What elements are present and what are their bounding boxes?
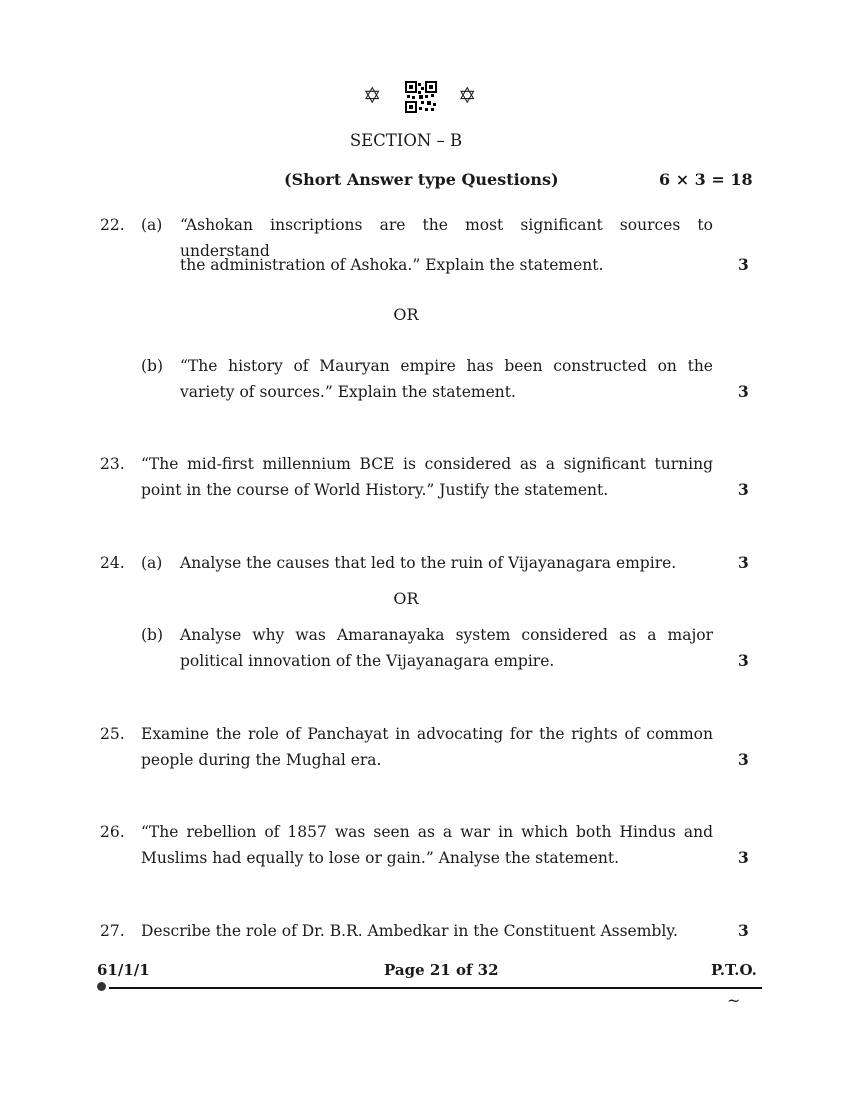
star-right-icon: ✡ — [458, 84, 477, 109]
section-title: SECTION – B — [349, 131, 463, 150]
section-marks-formula: 6 × 3 = 18 — [659, 170, 753, 189]
part-label: (b) — [141, 626, 164, 644]
part-label: (b) — [141, 357, 164, 375]
question-number: 27. — [100, 922, 125, 940]
question-marks: 3 — [738, 553, 749, 572]
question-number: 26. — [100, 823, 125, 841]
footer-emblem-icon — [97, 982, 106, 991]
question-text: Describe the role of Dr. B.R. Ambedkar in the Constituent Assembly. — [141, 922, 678, 940]
question-text: Analyse the causes that led to the ruin of Vijayanagara empire. — [180, 554, 677, 572]
question-text: “Ashokan inscriptions are the most significant sources to understand — [180, 216, 713, 260]
question-number: 22. — [100, 216, 125, 234]
question-marks: 3 — [738, 382, 749, 401]
question-text: “The rebellion of 1857 was seen as a war in which both Hindus and Muslims had equally to lose or gain.” Analyse the statement. — [141, 823, 713, 867]
question-marks: 3 — [738, 750, 749, 769]
question-text: the administration of Ashoka.” Explain the statement. — [180, 256, 604, 274]
page-number: Page 21 of 32 — [384, 961, 499, 979]
question-marks: 3 — [738, 480, 749, 499]
paper-code: 61/1/1 — [97, 961, 150, 979]
question-text: Examine the role of Panchayat in advocating for the rights of common people during the Mughal era. — [141, 725, 713, 769]
question-marks: 3 — [738, 848, 749, 867]
question-marks: 3 — [738, 255, 749, 274]
star-left-icon: ✡ — [363, 84, 382, 109]
question-number: 25. — [100, 725, 125, 743]
question-number: 24. — [100, 554, 125, 572]
or-separator: OR — [393, 589, 419, 608]
part-label: (a) — [141, 554, 163, 572]
section-subtitle: (Short Answer type Questions) — [284, 170, 559, 189]
footer-tilde: ~ — [727, 991, 741, 1010]
part-label: (a) — [141, 216, 163, 234]
footer-rule — [109, 987, 762, 989]
qr-code-icon — [405, 81, 437, 113]
question-text: “The mid-first millennium BCE is considered as a significant turning point in the course of World History.” Justify the statement. — [141, 455, 713, 499]
question-text: Analyse why was Amaranayaka system considered as a major political innovation of the Vijayanagara empire. — [180, 626, 713, 670]
pto-label: P.T.O. — [711, 961, 757, 979]
question-marks: 3 — [738, 651, 749, 670]
question-number: 23. — [100, 455, 125, 473]
or-separator: OR — [393, 305, 419, 324]
question-text: “The history of Mauryan empire has been constructed on the variety of sources.” Explain the statement. — [180, 357, 713, 401]
question-marks: 3 — [738, 921, 749, 940]
